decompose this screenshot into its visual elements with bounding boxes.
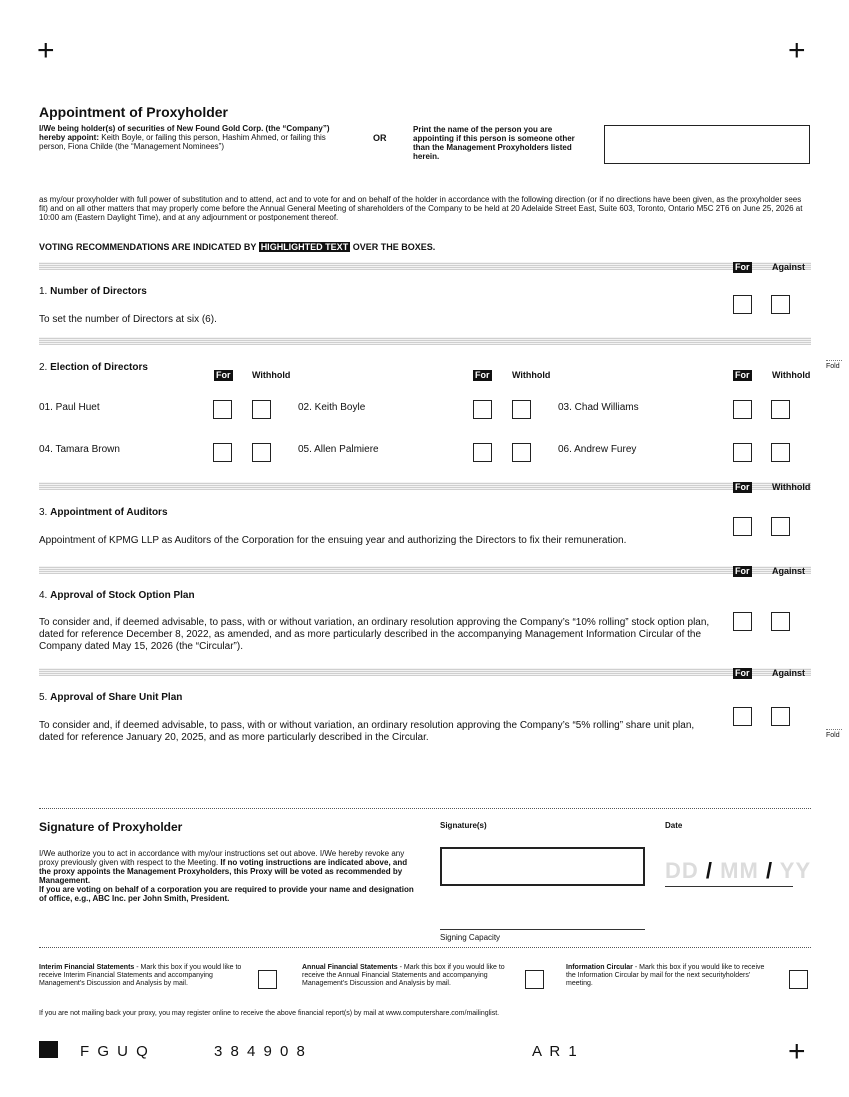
voting-recommendations — [39, 242, 435, 253]
signature-authorization-text: I/We authorize you to act in accordance with my/our instructions set out above. I/We hereby revoke any proxy previously given with respect to the Meeting. If no voting instructions are indicated above, and the proxy appoints the Management Proxyholders, this Proxy will be voted as recommended by Management. If you are voting on behalf of a corporation you are required to provide your name and designation of office, e.g., ABC Inc. per John Smith, President. — [39, 849, 414, 903]
against-header: Against — [772, 566, 806, 576]
signature-field[interactable] — [440, 847, 645, 886]
nominee-4-withhold-checkbox[interactable] — [252, 443, 271, 462]
nominee-2-for-checkbox[interactable] — [473, 400, 492, 419]
signing-capacity-field[interactable] — [440, 929, 645, 930]
nominee-5-for-checkbox[interactable] — [473, 443, 492, 462]
item-4-against-checkbox[interactable] — [771, 612, 790, 631]
nominee-3: 03. Chad Williams — [558, 402, 639, 413]
nominee-3-for-checkbox[interactable] — [733, 400, 752, 419]
nominee-4: 04. Tamara Brown — [39, 444, 120, 455]
section-separator — [39, 808, 811, 809]
item-4-title: 4. Approval of Stock Option Plan — [39, 590, 195, 601]
information-circular-text: Information Circular - Mark this box if you would like to receive the Information Circular by mail for the next securityholders’ meeting. — [566, 964, 765, 987]
nominee-6-withhold-checkbox[interactable] — [771, 443, 790, 462]
date-dd: DD — [665, 858, 699, 883]
section-separator — [39, 947, 811, 948]
appointment-text-bold: I/We being holder(s) of securities of New Found Gold Corp. (the “Company”) hereby appoint: — [39, 124, 330, 142]
nominee-5-withhold-checkbox[interactable] — [512, 443, 531, 462]
registration-mark-top-right: + — [788, 34, 806, 67]
item-1-against-checkbox[interactable] — [771, 295, 790, 314]
date-field[interactable] — [665, 858, 811, 884]
or-label: OR — [373, 133, 387, 143]
nominee-6: 06. Andrew Furey — [558, 444, 637, 455]
print-name-instructions: Print the name of the person you are appointing if this person is someone other than the Management Proxyholders listed herein. — [413, 125, 575, 161]
for-header-highlighted: For — [216, 370, 231, 380]
date-separator: / — [765, 858, 774, 883]
item-1-for-checkbox[interactable] — [733, 295, 752, 314]
item-3-for-checkbox[interactable] — [733, 517, 752, 536]
fold-line — [826, 729, 842, 730]
date-underline — [665, 886, 793, 887]
date-mm: MM — [720, 858, 759, 883]
voting-rec-after: OVER THE BOXES. — [350, 242, 436, 252]
item-3-text: Appointment of KPMG LLP as Auditors of the Corporation for the ensuing year and authorizing the Directors to fix their remuneration. — [39, 535, 627, 546]
voting-rec-highlight: HIGHLIGHTED TEXT — [260, 242, 349, 252]
item-2-title: 2. Election of Directors — [39, 362, 148, 373]
intro-paragraph: as my/our proxyholder with full power of substitution and to attend, act and to vote for and on behalf of the holder in accordance with the following direction (or if no directions have been given, as the proxyholder sees fit) and on all other matters that may properly come before the Annual General Meeting of shareholders of the Company to be held at 20 Adelaide Street East, Suite 603, Toronto, Ontario M5C 2T6 on June 25, 2026 at 10:00 am (Eastern Daylight Time), and at any adjournment or postponement thereof. — [39, 195, 803, 222]
item-3-title: 3. Appointment of Auditors — [39, 507, 168, 518]
against-header: Against — [772, 668, 806, 678]
signatures-label: Signature(s) — [440, 821, 487, 830]
date-yy: YY — [779, 858, 812, 883]
nominee-4-for-checkbox[interactable] — [213, 443, 232, 462]
nominee-2: 02. Keith Boyle — [298, 402, 366, 413]
barcode-marker — [39, 1041, 58, 1058]
appointment-text — [39, 124, 339, 151]
for-header-highlighted: For — [735, 566, 750, 576]
item-4-for-checkbox[interactable] — [733, 612, 752, 631]
section-divider — [39, 668, 811, 676]
section-divider — [39, 337, 811, 345]
for-header-highlighted: For — [475, 370, 490, 380]
withhold-header: Withhold — [772, 482, 811, 492]
item-5-title: 5. Approval of Share Unit Plan — [39, 692, 183, 703]
item-4-text: To consider and, if deemed advisable, to pass, with or without variation, an ordinary resolution approving the Company’s “10% rolling” stock option plan, dated for reference December 8, 2022, as amended, and as more particularly described in the accompanying Management Information Circular of the Company dated May 15, 2026 (the “Circular”). — [39, 617, 710, 652]
fold-line — [826, 360, 842, 361]
item-5-against-checkbox[interactable] — [771, 707, 790, 726]
nominee-5: 05. Allen Palmiere — [298, 444, 379, 455]
annual-statements-checkbox[interactable] — [525, 970, 544, 989]
signature-section-title: Signature of Proxyholder — [39, 820, 183, 834]
interim-statements-checkbox[interactable] — [258, 970, 277, 989]
interim-statements-text: Interim Financial Statements - Mark this box if you would like to receive Interim Financial Statements and accompanying Management’s Discussion and Analysis by mail. — [39, 964, 242, 987]
section-divider — [39, 566, 811, 574]
for-header-highlighted: For — [735, 668, 750, 678]
nominee-6-for-checkbox[interactable] — [733, 443, 752, 462]
nominee-1-for-checkbox[interactable] — [213, 400, 232, 419]
nominee-1-withhold-checkbox[interactable] — [252, 400, 271, 419]
item-5-text: To consider and, if deemed advisable, to pass, with or without variation, an ordinary resolution approving the Company’s “5% rolling” share unit plan, dated for reference January 20, 2025, and as more particularly described in the Circular. — [39, 720, 695, 743]
appointment-text-rest: Keith Boyle, or failing this person, Hashim Ahmed, or failing this person, Fiona Childe (the “Management Nominees”) — [39, 133, 326, 151]
date-separator: / — [705, 858, 714, 883]
registration-mark-top-left: + — [37, 34, 55, 67]
registration-mark-bottom-right: + — [788, 1035, 806, 1068]
signing-capacity-label: Signing Capacity — [440, 933, 501, 942]
item-3-withhold-checkbox[interactable] — [771, 517, 790, 536]
proxyholder-name-field[interactable] — [604, 125, 810, 164]
document-code: A R 1 — [532, 1043, 579, 1060]
nominee-2-withhold-checkbox[interactable] — [512, 400, 531, 419]
section-divider — [39, 262, 811, 270]
for-header-highlighted: For — [735, 262, 750, 272]
voting-rec-before: VOTING RECOMMENDATIONS ARE INDICATED BY — [39, 242, 259, 252]
withhold-header: Withhold — [252, 370, 291, 380]
for-header-highlighted: For — [735, 482, 750, 492]
fold-label: Fold — [826, 732, 840, 739]
withhold-header: Withhold — [772, 370, 811, 380]
information-circular-checkbox[interactable] — [789, 970, 808, 989]
holder-code: 3 8 4 9 0 8 — [214, 1043, 307, 1060]
date-label: Date — [665, 821, 683, 830]
item-1-text: To set the number of Directors at six (6). — [39, 314, 217, 325]
withhold-header: Withhold — [512, 370, 551, 380]
form-code: F G U Q — [80, 1043, 150, 1060]
annual-statements-text: Annual Financial Statements - Mark this box if you would like to receive the Annual Financial Statements and accompanying Management’s Discussion and Analysis by mail. — [302, 964, 505, 987]
nominee-3-withhold-checkbox[interactable] — [771, 400, 790, 419]
page-title: Appointment of Proxyholder — [39, 104, 228, 120]
online-registration-note: If you are not mailing back your proxy, you may register online to receive the above financial report(s) by mail at www.computershare.com/mailinglist. — [39, 1010, 500, 1017]
against-header: Against — [772, 262, 806, 272]
section-divider — [39, 482, 811, 490]
nominee-1: 01. Paul Huet — [39, 402, 100, 413]
fold-label: Fold — [826, 363, 840, 370]
item-1-title: 1. Number of Directors — [39, 286, 147, 297]
for-header-highlighted: For — [735, 370, 750, 380]
item-5-for-checkbox[interactable] — [733, 707, 752, 726]
